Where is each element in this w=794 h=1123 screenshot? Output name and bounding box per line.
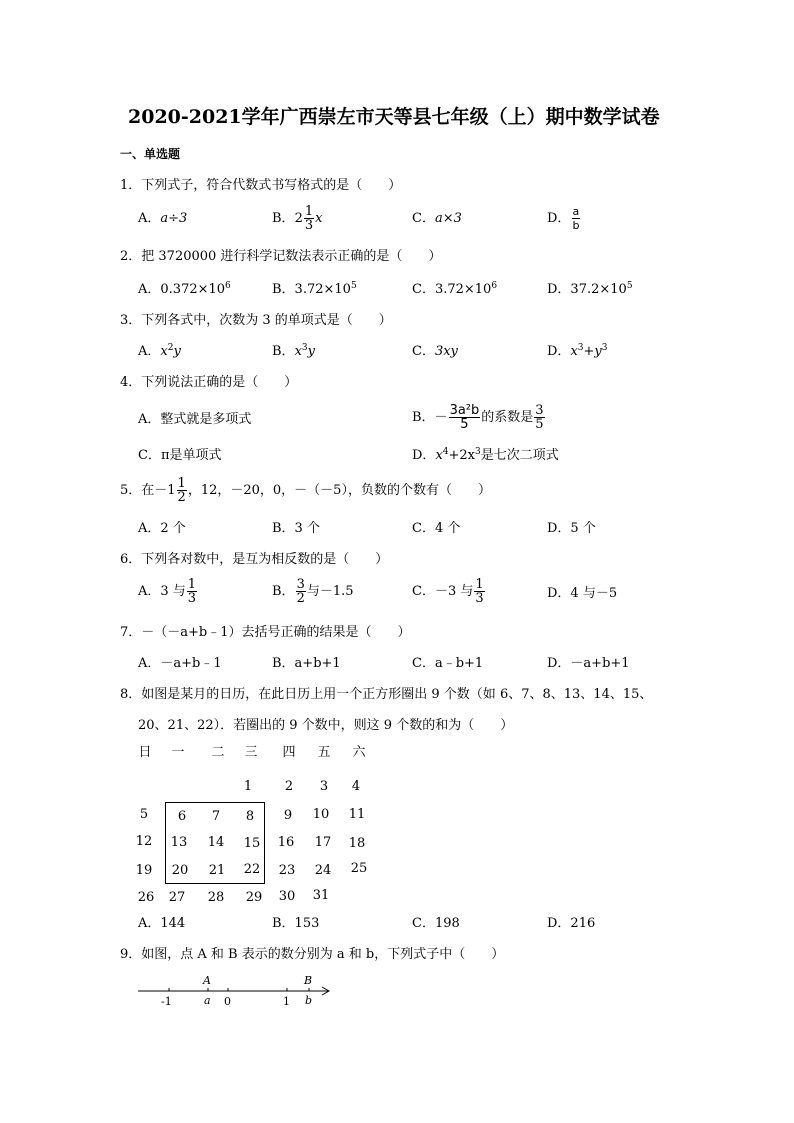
fraction [187,578,197,605]
calendar-day: 13 [170,835,188,850]
question-5-option-b: B．3 个 [272,521,320,536]
numerator: 3a²b [449,403,480,418]
point-b-label: B [304,974,313,987]
fraction [474,578,484,605]
question-4-stem: 4．下列说法正确的是（ ） [120,375,298,390]
value-a-label: a [204,994,211,1007]
weekday-fri: 五 [317,745,331,760]
calendar-day: 7 [211,809,221,824]
calendar-day: 9 [283,808,293,823]
fraction [534,404,544,431]
question-8-option-a: A．144 [138,916,186,931]
page-title: 2020-2021学年广西崇左市天等县七年级（上）期中数学试卷 [128,106,660,128]
stem-text: 5．在－1 [120,483,176,498]
exponent: 6 [225,281,231,291]
option-text: D．37.2×10 [547,282,627,297]
question-6-option-d: D．4 与－5 [547,586,618,601]
calendar-day: 23 [278,863,296,878]
point-a-label: A [203,974,211,987]
calendar-day: 28 [207,890,225,905]
numerator: a [572,205,580,218]
fraction [177,477,187,504]
calendar-day: 14 [207,835,225,850]
calendar-day: 24 [314,863,332,878]
question-8-stem-line1: 8．如图是某月的日历，在此日历上用一个正方形圈出 9 个数（如 6、7、8、13、14、15、 [120,687,653,702]
denominator: b [572,219,580,232]
section-heading: 一、单选题 [120,147,181,161]
calendar-day: 12 [135,834,153,849]
exponent: 3 [475,447,481,457]
exponent: 3 [577,343,584,353]
calendar-day: 3 [319,779,329,794]
question-3-option-a [138,345,181,358]
question-2-option-a [138,283,231,296]
question-8-stem-line2: 20、21、22）．若圈出的 9 个数中，则这 9 个数的和为（ ） [138,718,514,733]
denominator: 5 [460,417,469,432]
question-1-option-c [412,212,462,225]
denominator: 5 [535,417,544,432]
question-7-stem: 7．－（－a+b﹣1）去括号正确的结果是（ ） [120,625,411,640]
question-3-option-c [412,345,458,358]
calendar-day: 6 [177,809,187,824]
question-2-option-d [547,283,633,296]
weekday-thu: 四 [282,745,296,760]
calendar-day: 4 [351,779,361,794]
option-label: B． [272,584,295,599]
exponent: 5 [350,281,357,291]
option-text: C．－3 与 [412,584,474,599]
option-label: B． [272,211,295,226]
question-3-stem: 3．下列各式中，次数为 3 的单项式是（ ） [120,313,392,328]
calendar-day: 30 [278,889,296,904]
variable: y [173,344,181,359]
weekday-mon: 一 [171,745,185,760]
question-8-option-b: B．153 [272,916,320,931]
option-label: C． [412,211,435,226]
option-label: D． [547,211,571,226]
question-6-option-a [138,578,198,605]
numerator: 3 [296,577,305,592]
tick-label-one: 1 [283,995,290,1008]
tick-label-minus-one: -1 [161,995,172,1008]
question-6-stem: 6．下列各对数中，是互为相反数的是（ ） [120,552,389,567]
question-9-stem: 9．如图，点 A 和 B 表示的数分别为 a 和 b，下列式子中（ ） [120,947,505,962]
calendar-day: 27 [168,890,186,905]
fraction [304,205,314,232]
calendar-day: 19 [135,863,153,878]
question-7-option-c: C．a﹣b+1 [412,656,484,671]
option-label: B． [272,344,295,359]
calendar-day: 29 [245,890,263,905]
question-7-option-b: B．a+b+1 [272,656,341,671]
option-expr: 3xy [434,344,458,359]
calendar-day: 5 [139,807,149,822]
question-7-option-a: A．－a+b﹣1 [138,656,222,671]
question-5-option-a: A．2 个 [138,521,186,536]
question-8-option-d: D．216 [547,916,596,931]
exponent: 2 [167,343,174,353]
question-2-option-c [412,283,497,296]
exponent: 6 [491,281,498,291]
term: +2x [448,448,476,463]
calendar-day: 11 [348,807,366,822]
exponent: 3 [301,343,308,353]
option-text: A．3 与 [138,584,186,599]
weekday-wed: 三 [244,745,258,760]
question-5-stem [120,477,491,504]
calendar-day: 10 [312,807,330,822]
variable: +y [583,344,602,359]
question-4-option-a: A．整式就是多项式 [138,412,252,427]
question-3-option-d [547,345,608,358]
question-4-option-d [412,449,559,462]
calendar-day: 18 [348,836,366,851]
calendar-day: 16 [277,835,295,850]
calendar-day: 20 [171,863,189,878]
option-text: C．3.72×10 [412,282,492,297]
calendar-day: 21 [208,863,226,878]
question-2-option-b [272,283,357,296]
fraction [571,205,580,232]
option-expr: a×3 [434,211,462,226]
denominator: 2 [177,490,186,505]
question-6-option-b [272,578,354,605]
calendar-day: 2 [284,779,294,794]
option-text: A．0.372×10 [138,282,226,297]
option-expr: a÷3 [160,211,188,226]
numerator: 3 [535,403,544,418]
question-1-stem: 1．下列式子，符合代数式书写格式的是（ ） [120,178,402,193]
variable: x [160,344,168,359]
question-2-stem: 2．把 3720000 进行科学记数法表示正确的是（ ） [120,249,442,264]
numerator: 1 [304,204,314,219]
question-4-option-b [412,404,546,431]
denominator: 2 [296,591,305,606]
question-8-option-c: C．198 [412,916,460,931]
numerator: 1 [187,577,197,592]
weekday-tue: 二 [211,745,225,760]
question-4-option-c: C．π是单项式 [138,448,222,463]
option-label: D． [412,448,436,463]
denominator: 3 [475,591,484,606]
calendar-selection-square [165,802,265,884]
variable: x [315,211,323,226]
number-line [130,970,340,1010]
tick-label-zero: 0 [224,995,231,1008]
calendar-day: 22 [243,862,261,877]
variable: x [435,448,443,463]
question-5-option-d: D．5 个 [547,521,596,536]
question-1-option-a [138,212,187,225]
numerator: 1 [475,577,484,592]
option-label: D． [547,344,571,359]
calendar-day: 25 [350,861,368,876]
option-label: C． [412,344,435,359]
variable: y [307,344,315,359]
fraction [449,404,481,431]
question-1-option-b [272,205,322,232]
option-label: A． [138,211,161,226]
variable: x [294,344,302,359]
fraction [296,578,306,605]
calendar-day: 31 [312,888,330,903]
variable: x [570,344,578,359]
numerator: 1 [177,476,186,491]
question-3-option-b [272,345,315,358]
weekday-sun: 日 [138,745,152,760]
question-1-option-d [547,205,581,232]
option-label: B．－ [412,410,448,425]
exponent: 4 [442,447,449,457]
option-text: 的系数是 [481,410,534,425]
weekday-sat: 六 [352,745,366,760]
question-7-option-d: D．－a+b+1 [547,656,630,671]
calendar-day: 15 [243,836,261,851]
option-text: B．3.72×10 [272,282,351,297]
option-text: 与－1.5 [306,584,354,599]
question-5-option-c: C．4 个 [412,521,461,536]
option-text: 是七次二项式 [480,448,559,463]
calendar-day: 26 [137,890,155,905]
denominator: 3 [304,218,314,233]
exponent: 5 [626,281,633,291]
option-label: A． [138,344,161,359]
question-6-option-c [412,578,486,605]
calendar-day: 17 [314,835,332,850]
denominator: 3 [187,591,197,606]
exponent: 3 [601,343,608,353]
stem-text: ，12，－20，0，－（－5），负数的个数有（ ） [187,483,491,498]
calendar-day: 1 [243,779,253,794]
mixed-integer: 2 [294,211,303,226]
calendar-day: 8 [245,809,255,824]
value-b-label: b [305,994,313,1007]
